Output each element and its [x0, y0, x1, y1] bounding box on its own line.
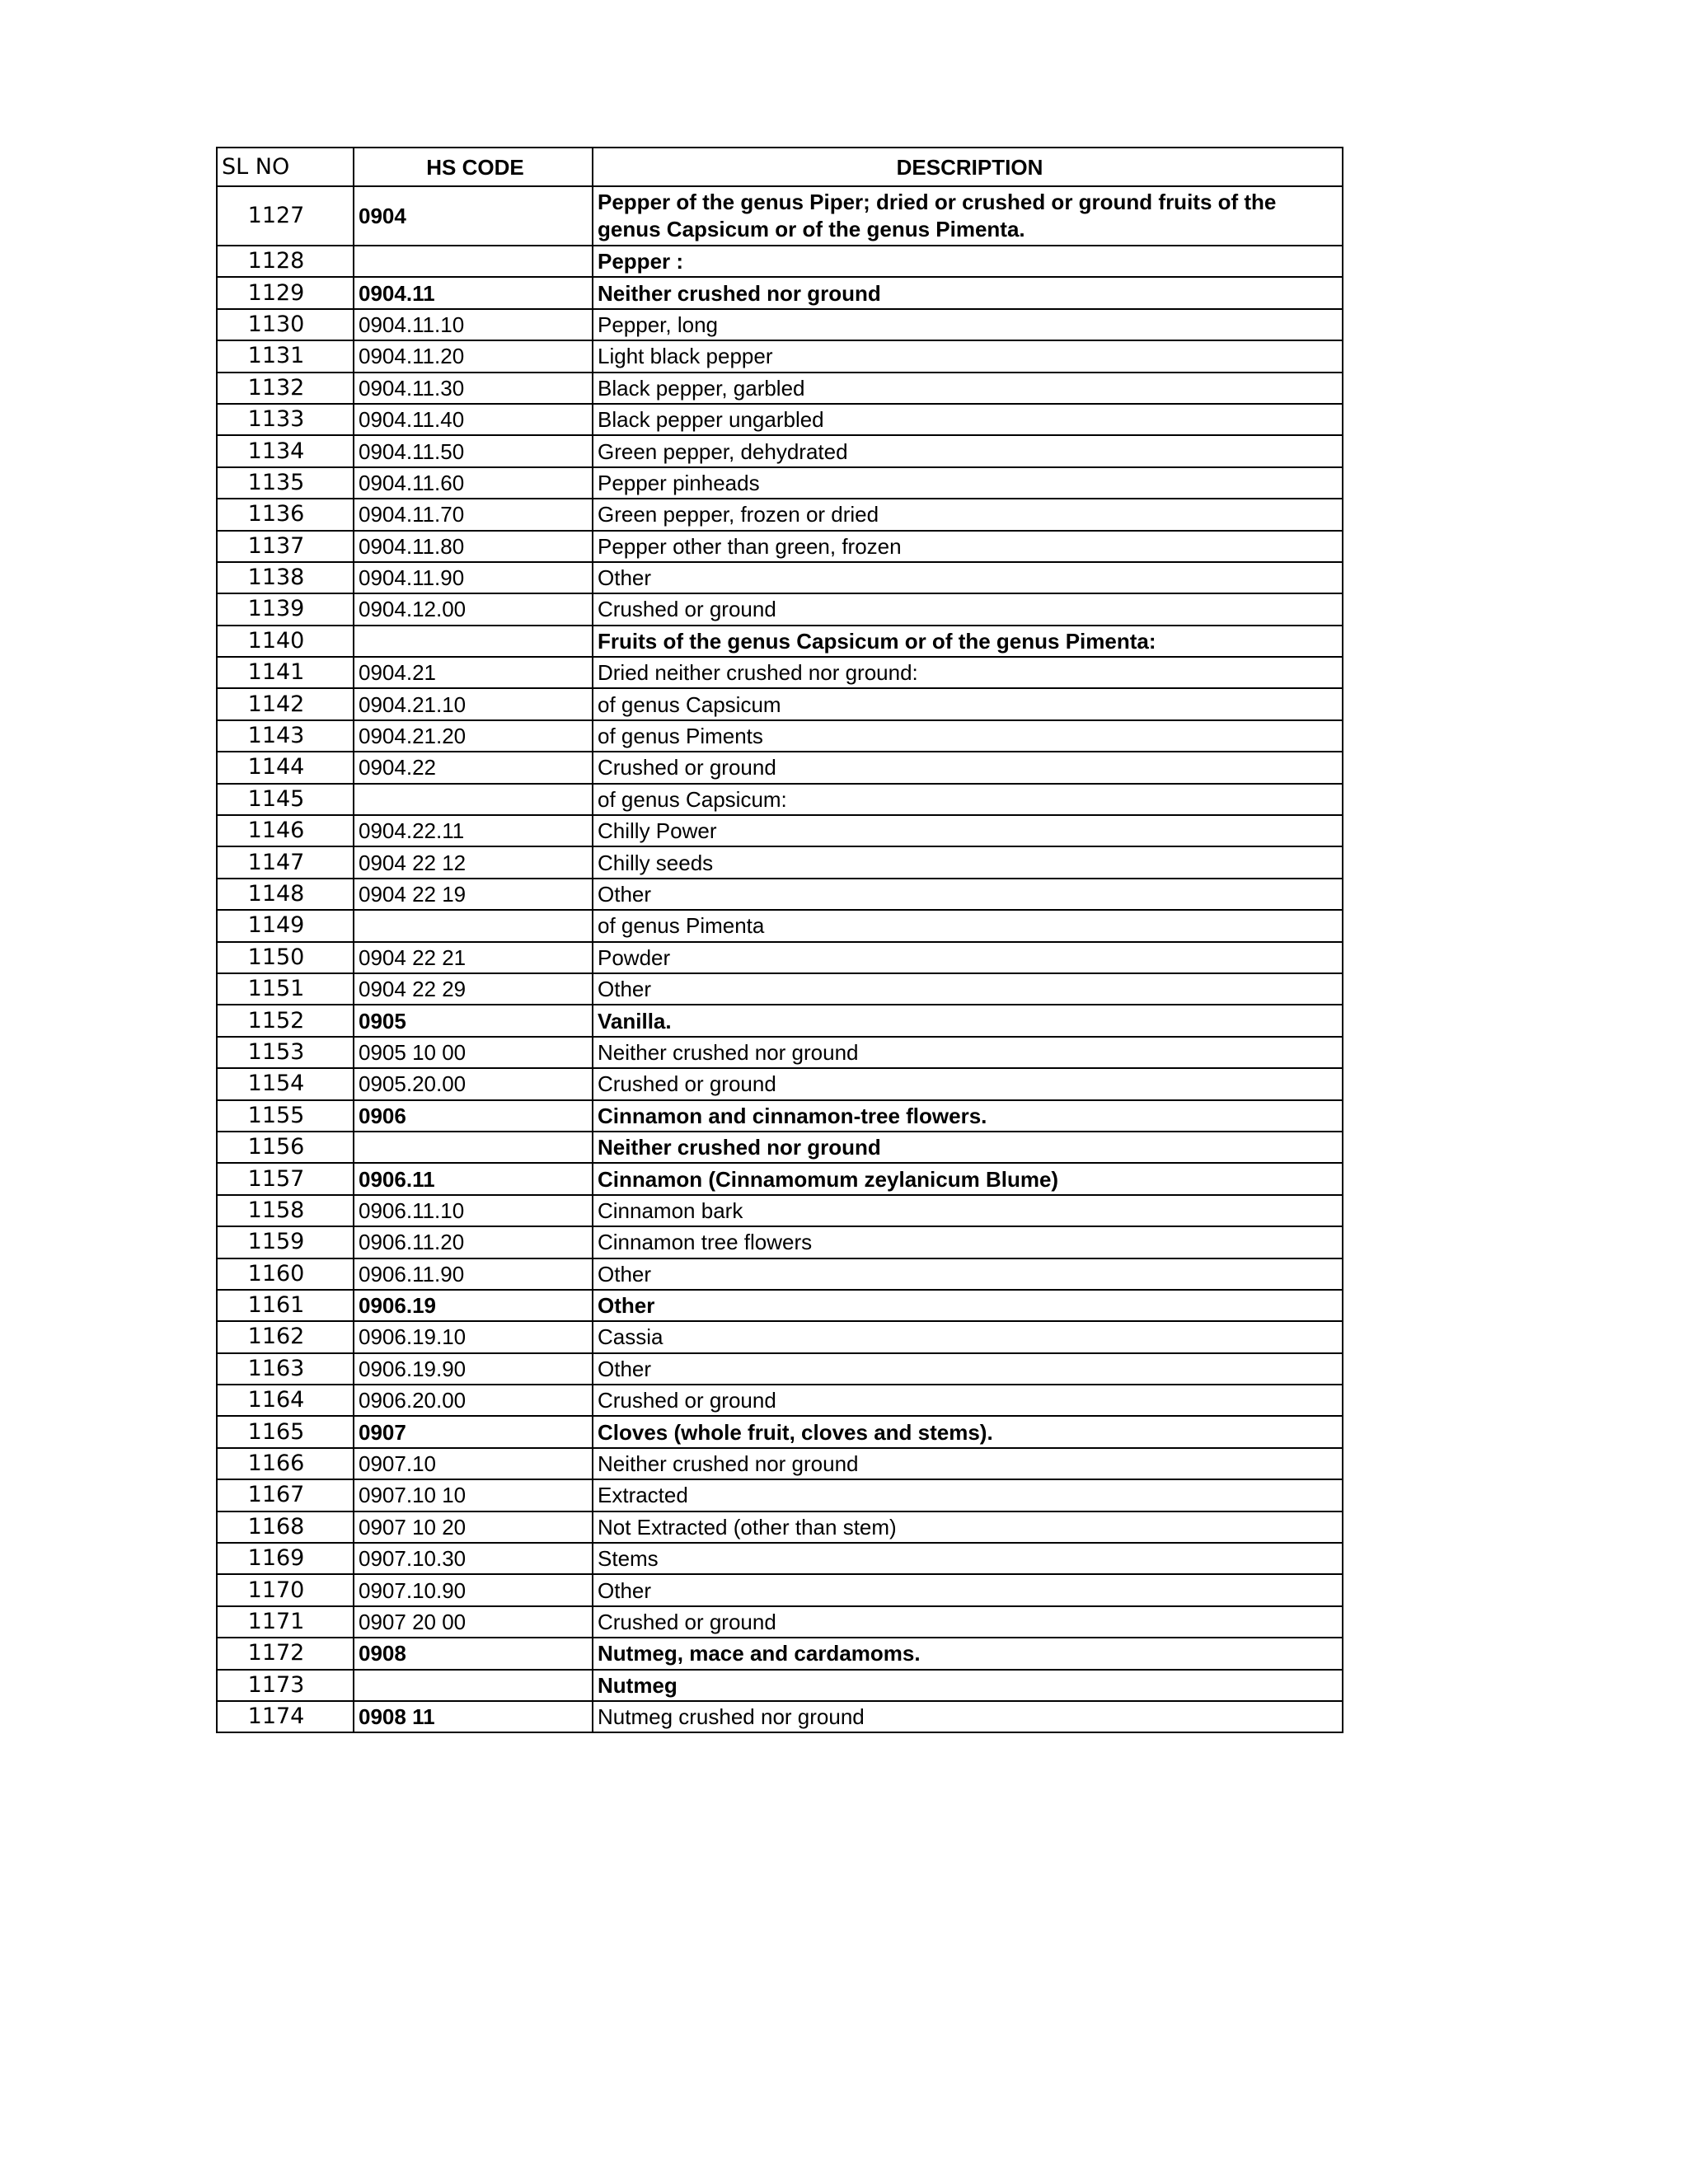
table-row — [217, 435, 1343, 466]
description-cell: Nutmeg, mace and cardamoms. — [593, 1638, 1343, 1669]
sl-no-cell: 1172 — [217, 1638, 354, 1669]
hs-code-cell: 0904.11.90 — [354, 562, 593, 593]
description-cell: of genus Piments — [593, 720, 1343, 752]
description-cell: Crushed or ground — [593, 1606, 1343, 1638]
sl-no-cell: 1155 — [217, 1100, 354, 1132]
table-row — [217, 562, 1343, 593]
table-row — [217, 910, 1343, 941]
table-row — [217, 879, 1343, 910]
hs-code-header: HS CODE — [354, 148, 593, 186]
hs-code-cell: 0906.11.10 — [354, 1195, 593, 1226]
description-cell: Pepper of the genus Piper; dried or crushed or ground fruits of the genus Capsicum or of the genus Pimenta. — [593, 186, 1343, 246]
description-cell: Crushed or ground — [593, 1068, 1343, 1099]
table-row — [217, 1511, 1343, 1543]
hs-code-cell: 0906.11 — [354, 1163, 593, 1194]
sl-no-cell: 1165 — [217, 1416, 354, 1447]
description-cell: Neither crushed nor ground — [593, 1037, 1343, 1068]
description-cell: Not Extracted (other than stem) — [593, 1511, 1343, 1543]
sl-no-cell: 1141 — [217, 657, 354, 688]
sl-no-cell: 1149 — [217, 910, 354, 941]
hs-code-cell: 0904.21 — [354, 657, 593, 688]
description-cell: of genus Capsicum: — [593, 784, 1343, 815]
description-cell: Black pepper ungarbled — [593, 404, 1343, 435]
hs-code-cell: 0904.11.50 — [354, 435, 593, 466]
hs-code-cell: 0908 — [354, 1638, 593, 1669]
sl-no-cell: 1170 — [217, 1574, 354, 1605]
table-body — [217, 186, 1343, 1732]
description-cell: of genus Pimenta — [593, 910, 1343, 941]
hs-code-cell: 0904.12.00 — [354, 593, 593, 625]
table-row — [217, 1606, 1343, 1638]
table-row — [217, 688, 1343, 719]
description-cell: Cassia — [593, 1321, 1343, 1352]
hs-code-cell: 0905 10 00 — [354, 1037, 593, 1068]
hs-code-cell — [354, 1670, 593, 1701]
table-row — [217, 499, 1343, 530]
description-cell: Cinnamon tree flowers — [593, 1226, 1343, 1258]
header-row — [217, 148, 1343, 186]
description-cell: Other — [593, 1290, 1343, 1321]
description-cell: Pepper, long — [593, 309, 1343, 340]
description-cell: Neither crushed nor ground — [593, 277, 1343, 308]
sl-no-cell: 1138 — [217, 562, 354, 593]
description-cell: Extracted — [593, 1479, 1343, 1511]
hs-code-cell: 0906.19 — [354, 1290, 593, 1321]
hs-code-cell — [354, 626, 593, 657]
table-row — [217, 1258, 1343, 1290]
sl-no-cell: 1130 — [217, 309, 354, 340]
description-header: DESCRIPTION — [593, 148, 1343, 186]
sl-no-cell: 1166 — [217, 1448, 354, 1479]
description-cell: Nutmeg crushed nor ground — [593, 1701, 1343, 1732]
hs-code-cell: 0907.10 10 — [354, 1479, 593, 1511]
hs-code-cell: 0904.22.11 — [354, 815, 593, 846]
table-row — [217, 1132, 1343, 1163]
hs-code-cell — [354, 1132, 593, 1163]
hs-code-cell: 0906.19.90 — [354, 1353, 593, 1385]
sl-no-cell: 1174 — [217, 1701, 354, 1732]
sl-no-cell: 1142 — [217, 688, 354, 719]
hs-code-cell: 0904 22 19 — [354, 879, 593, 910]
sl-no-cell: 1159 — [217, 1226, 354, 1258]
description-cell: Dried neither crushed nor ground: — [593, 657, 1343, 688]
sl-no-cell: 1131 — [217, 340, 354, 372]
hs-code-cell: 0906.11.20 — [354, 1226, 593, 1258]
sl-no-cell: 1171 — [217, 1606, 354, 1638]
table-row — [217, 1670, 1343, 1701]
sl-no-cell: 1137 — [217, 531, 354, 562]
table-row — [217, 373, 1343, 404]
sl-no-cell: 1152 — [217, 1005, 354, 1036]
hs-code-cell: 0904.11.40 — [354, 404, 593, 435]
sl-no-cell: 1136 — [217, 499, 354, 530]
description-cell: Neither crushed nor ground — [593, 1132, 1343, 1163]
table-row — [217, 942, 1343, 973]
sl-no-cell: 1164 — [217, 1385, 354, 1416]
hs-code-cell: 0904.22 — [354, 752, 593, 783]
hs-code-cell: 0906 — [354, 1100, 593, 1132]
sl-no-cell: 1154 — [217, 1068, 354, 1099]
table-row — [217, 1163, 1343, 1194]
description-cell: Crushed or ground — [593, 1385, 1343, 1416]
sl-no-cell: 1163 — [217, 1353, 354, 1385]
table-row — [217, 1195, 1343, 1226]
description-cell: Chilly Power — [593, 815, 1343, 846]
table-row — [217, 404, 1343, 435]
hs-code-cell — [354, 246, 593, 277]
sl-no-cell: 1148 — [217, 879, 354, 910]
hs-code-cell: 0904 22 21 — [354, 942, 593, 973]
hs-code-cell: 0904.11.80 — [354, 531, 593, 562]
description-cell: Pepper other than green, frozen — [593, 531, 1343, 562]
table-header — [217, 148, 1343, 186]
description-cell: Cloves (whole fruit, cloves and stems). — [593, 1416, 1343, 1447]
table-row — [217, 1701, 1343, 1732]
table-row — [217, 593, 1343, 625]
hs-code-cell: 0904.11.70 — [354, 499, 593, 530]
description-cell: Green pepper, dehydrated — [593, 435, 1343, 466]
table-row — [217, 752, 1343, 783]
hs-code-cell — [354, 910, 593, 941]
sl-no-cell: 1162 — [217, 1321, 354, 1352]
description-cell: Other — [593, 973, 1343, 1005]
hs-code-table — [216, 147, 1343, 1733]
hs-code-cell: 0905.20.00 — [354, 1068, 593, 1099]
table-row — [217, 340, 1343, 372]
sl-no-cell: 1135 — [217, 467, 354, 499]
hs-code-cell: 0904.11 — [354, 277, 593, 308]
description-cell: Pepper pinheads — [593, 467, 1343, 499]
sl-no-cell: 1144 — [217, 752, 354, 783]
hs-code-cell: 0904 — [354, 186, 593, 246]
hs-code-cell: 0907 — [354, 1416, 593, 1447]
hs-code-cell: 0907 10 20 — [354, 1511, 593, 1543]
sl-no-cell: 1158 — [217, 1195, 354, 1226]
description-cell: Fruits of the genus Capsicum or of the genus Pimenta: — [593, 626, 1343, 657]
sl-no-header: SL NO — [217, 148, 354, 186]
description-cell: Crushed or ground — [593, 593, 1343, 625]
hs-code-cell: 0906.19.10 — [354, 1321, 593, 1352]
description-cell: Nutmeg — [593, 1670, 1343, 1701]
description-cell: Stems — [593, 1543, 1343, 1574]
table-row — [217, 277, 1343, 308]
sl-no-cell: 1169 — [217, 1543, 354, 1574]
table-row — [217, 309, 1343, 340]
table-row — [217, 1005, 1343, 1036]
description-cell: Crushed or ground — [593, 752, 1343, 783]
hs-code-cell: 0904 22 12 — [354, 846, 593, 878]
sl-no-cell: 1140 — [217, 626, 354, 657]
sl-no-cell: 1168 — [217, 1511, 354, 1543]
hs-code-cell: 0905 — [354, 1005, 593, 1036]
sl-no-cell: 1134 — [217, 435, 354, 466]
table-row — [217, 1638, 1343, 1669]
sl-no-cell: 1167 — [217, 1479, 354, 1511]
hs-code-cell: 0906.20.00 — [354, 1385, 593, 1416]
description-cell: Cinnamon (Cinnamomum zeylanicum Blume) — [593, 1163, 1343, 1194]
description-cell: Neither crushed nor ground — [593, 1448, 1343, 1479]
description-cell: Other — [593, 1353, 1343, 1385]
description-cell: Green pepper, frozen or dried — [593, 499, 1343, 530]
table-row — [217, 1068, 1343, 1099]
table-row — [217, 467, 1343, 499]
hs-code-cell: 0904 22 29 — [354, 973, 593, 1005]
table-row — [217, 626, 1343, 657]
hs-code-cell: 0907.10.30 — [354, 1543, 593, 1574]
table-row — [217, 1353, 1343, 1385]
sl-no-cell: 1129 — [217, 277, 354, 308]
description-cell: Powder — [593, 942, 1343, 973]
sl-no-cell: 1173 — [217, 1670, 354, 1701]
description-cell: Cinnamon bark — [593, 1195, 1343, 1226]
description-cell: Other — [593, 1574, 1343, 1605]
sl-no-cell: 1151 — [217, 973, 354, 1005]
sl-no-cell: 1150 — [217, 942, 354, 973]
table-row — [217, 1290, 1343, 1321]
hs-code-cell: 0907.10 — [354, 1448, 593, 1479]
sl-no-cell: 1143 — [217, 720, 354, 752]
sl-no-cell: 1160 — [217, 1258, 354, 1290]
table-row — [217, 1100, 1343, 1132]
table-row — [217, 531, 1343, 562]
description-cell: of genus Capsicum — [593, 688, 1343, 719]
table-row — [217, 1574, 1343, 1605]
hs-code-cell: 0904.11.10 — [354, 309, 593, 340]
table-row — [217, 1543, 1343, 1574]
sl-no-cell: 1153 — [217, 1037, 354, 1068]
sl-no-cell: 1132 — [217, 373, 354, 404]
description-cell: Pepper : — [593, 246, 1343, 277]
hs-code-cell: 0908 11 — [354, 1701, 593, 1732]
description-cell: Other — [593, 562, 1343, 593]
table-row — [217, 1416, 1343, 1447]
table-row — [217, 1448, 1343, 1479]
table-row — [217, 846, 1343, 878]
table-row — [217, 1385, 1343, 1416]
sl-no-cell: 1139 — [217, 593, 354, 625]
table-row — [217, 1479, 1343, 1511]
description-cell: Other — [593, 879, 1343, 910]
table-row — [217, 1321, 1343, 1352]
description-cell: Cinnamon and cinnamon-tree flowers. — [593, 1100, 1343, 1132]
hs-code-cell: 0907.10.90 — [354, 1574, 593, 1605]
sl-no-cell: 1145 — [217, 784, 354, 815]
sl-no-cell: 1146 — [217, 815, 354, 846]
sl-no-cell: 1161 — [217, 1290, 354, 1321]
sl-no-cell: 1127 — [217, 186, 354, 246]
table-row — [217, 720, 1343, 752]
table-row — [217, 186, 1343, 246]
table-row — [217, 657, 1343, 688]
description-cell: Black pepper, garbled — [593, 373, 1343, 404]
description-cell: Vanilla. — [593, 1005, 1343, 1036]
description-cell: Chilly seeds — [593, 846, 1343, 878]
table-row — [217, 973, 1343, 1005]
sl-no-cell: 1133 — [217, 404, 354, 435]
hs-code-cell: 0904.11.60 — [354, 467, 593, 499]
table-row — [217, 815, 1343, 846]
hs-code-cell: 0904.11.20 — [354, 340, 593, 372]
hs-code-cell: 0904.11.30 — [354, 373, 593, 404]
hs-code-cell: 0907 20 00 — [354, 1606, 593, 1638]
sl-no-cell: 1128 — [217, 246, 354, 277]
table-row — [217, 1226, 1343, 1258]
table-row — [217, 784, 1343, 815]
hs-code-cell — [354, 784, 593, 815]
sl-no-cell: 1157 — [217, 1163, 354, 1194]
sl-no-cell: 1147 — [217, 846, 354, 878]
hs-code-cell: 0904.21.20 — [354, 720, 593, 752]
hs-code-cell: 0906.11.90 — [354, 1258, 593, 1290]
hs-code-cell: 0904.21.10 — [354, 688, 593, 719]
table-row — [217, 246, 1343, 277]
sl-no-cell: 1156 — [217, 1132, 354, 1163]
description-cell: Other — [593, 1258, 1343, 1290]
table-row — [217, 1037, 1343, 1068]
description-cell: Light black pepper — [593, 340, 1343, 372]
